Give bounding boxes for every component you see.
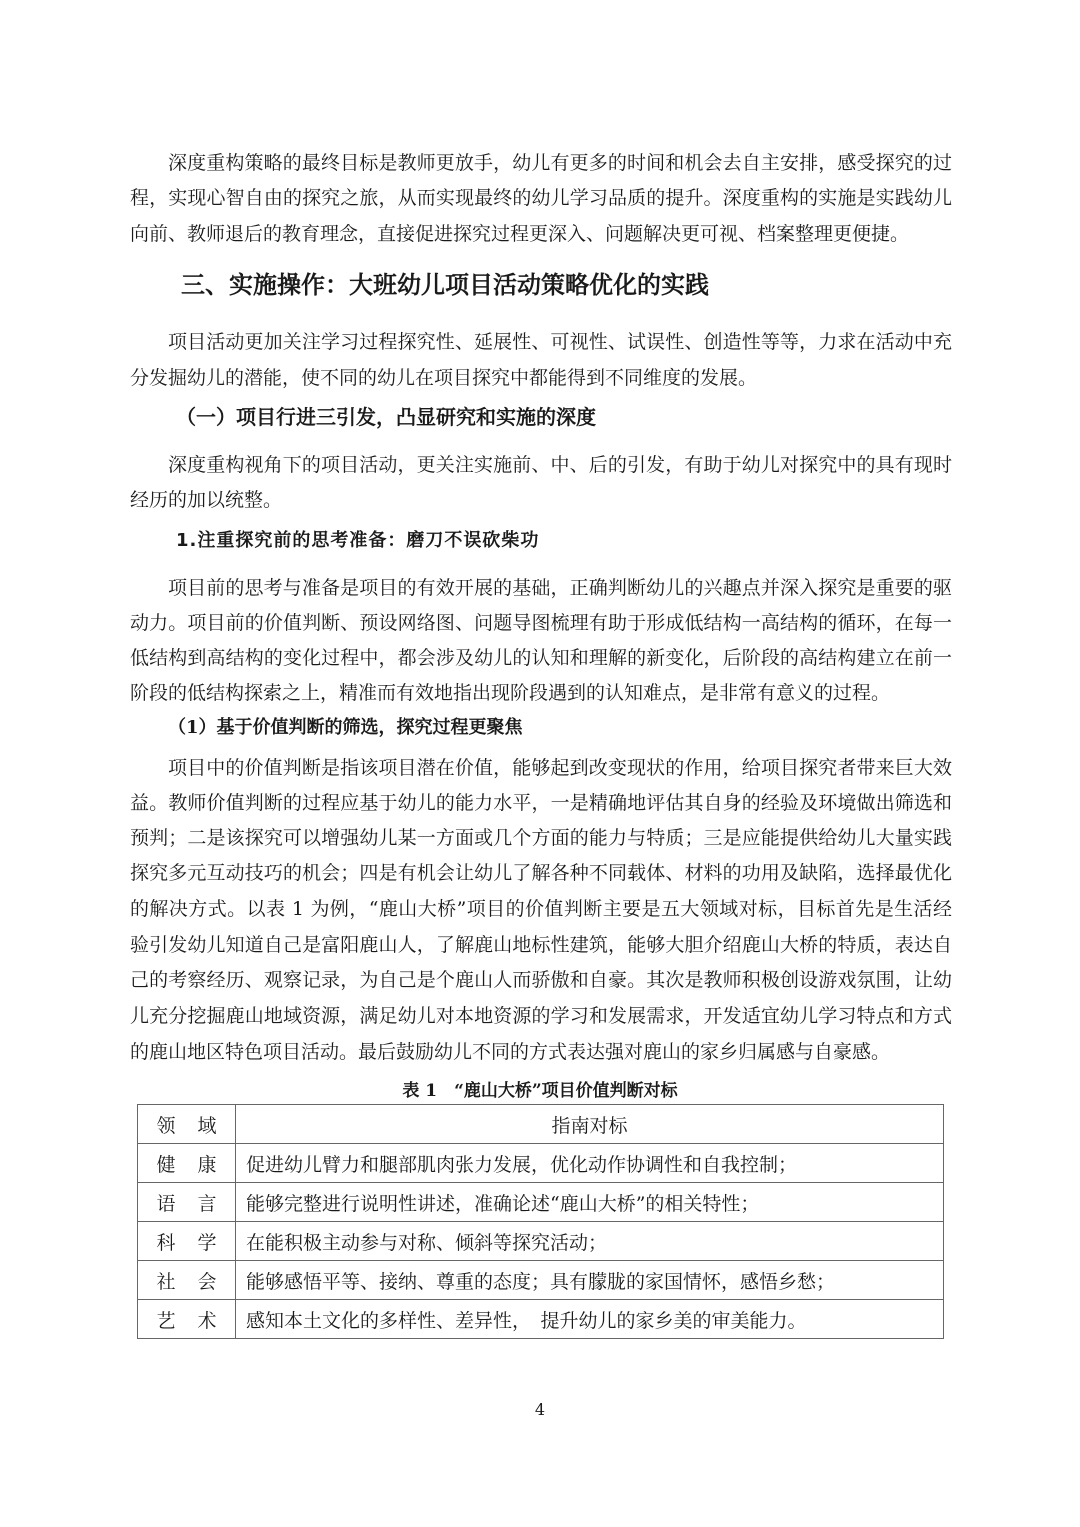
- page-number: 4: [534, 1400, 546, 1419]
- paragraph-line: 向前、教师退后的教育理念，直接促进探究过程更深入、问题解决更可视、档案整理更便捷。: [130, 223, 910, 245]
- table-row: [138, 1183, 944, 1222]
- paragraph-line: 分发掘幼儿的潜能，使不同的幼儿在项目探究中都能得到不同维度的发展。: [130, 367, 758, 389]
- table-row: [138, 1261, 944, 1300]
- domain-cell: 科学: [138, 1222, 236, 1261]
- value-judgment-table: [137, 1104, 944, 1339]
- sub-subsection-heading: 1.注重探究前的思考准备：磨刀不误砍柴功: [176, 530, 540, 551]
- table-header-cell: 领域: [138, 1105, 236, 1144]
- table-header-cell: 指南对标: [236, 1105, 944, 1144]
- guideline-cell: 能够感悟平等、接纳、尊重的态度；具有朦胧的家国情怀，感悟乡愁；: [236, 1261, 944, 1300]
- paragraph-line: 深度重构视角下的项目活动，更关注实施前、中、后的引发，有助于幼儿对探究中的具有现时: [168, 454, 952, 476]
- paragraph-line: 低结构到高结构的变化过程中，都会涉及幼儿的认知和理解的新变化，后阶段的高结构建立在前一: [130, 647, 952, 669]
- paragraph-line: 经历的加以统整。: [130, 489, 283, 511]
- paragraph-line: 程，实现心智自由的探究之旅，从而实现最终的幼儿学习品质的提升。深度重构的实施是实践幼儿: [130, 187, 952, 209]
- domain-cell: 健康: [138, 1144, 236, 1183]
- guideline-cell: 能够完整进行说明性讲述，准确论述“鹿山大桥”的相关特性；: [236, 1183, 944, 1222]
- guideline-cell: 感知本土文化的多样性、差异性， 提升幼儿的家乡美的审美能力。: [236, 1300, 944, 1339]
- table-row: [138, 1144, 944, 1183]
- paragraph-line: 探究多元互动技巧的机会；四是有机会让幼儿了解各种不同载体、材料的功用及缺陷，选择最优化: [130, 862, 952, 884]
- paragraph-line: 项目活动更加关注学习过程探究性、延展性、可视性、试误性、创造性等等，力求在活动中充: [168, 331, 952, 353]
- domain-cell: 艺术: [138, 1300, 236, 1339]
- guideline-cell: 在能积极主动参与对称、倾斜等探究活动；: [236, 1222, 944, 1261]
- paragraph-line: 的鹿山地区特色项目活动。最后鼓励幼儿不同的方式表达强对鹿山的家乡归属感与自豪感。: [130, 1041, 891, 1063]
- paragraph-line: 己的考察经历、观察记录，为自己是个鹿山人而骄傲和自豪。其次是教师积极创设游戏氛围，让幼: [130, 969, 952, 991]
- point-heading: （1）基于价值判断的筛选，探究过程更聚焦: [168, 717, 523, 738]
- paragraph-line: 验引发幼儿知道自己是富阳鹿山人，了解鹿山地标性建筑，能够大胆介绍鹿山大桥的特质，表达自: [130, 934, 952, 956]
- guideline-cell: 促进幼儿臂力和腿部肌肉张力发展，优化动作协调性和自我控制；: [236, 1144, 944, 1183]
- table-header-row: [138, 1105, 944, 1144]
- paragraph-line: 深度重构策略的最终目标是教师更放手，幼儿有更多的时间和机会去自主安排，感受探究的过: [168, 152, 952, 174]
- paragraph-line: 益。教师价值判断的过程应基于幼儿的能力水平，一是精确地评估其自身的经验及环境做出筛选和: [130, 792, 952, 814]
- table-caption: 表 1 “鹿山大桥”项目价值判断对标: [402, 1081, 678, 1101]
- subsection-heading: （一）项目行进三引发，凸显研究和实施的深度: [176, 405, 596, 429]
- paragraph-line: 预判；二是该探究可以增强幼儿某一方面或几个方面的能力与特质；三是应能提供给幼儿大量实践: [130, 827, 952, 849]
- table-row: [138, 1300, 944, 1339]
- paragraph-line: 的解决方式。以表 1 为例，“鹿山大桥”项目的价值判断主要是五大领域对标，目标首先是生活经: [130, 898, 952, 920]
- domain-cell: 社会: [138, 1261, 236, 1300]
- table-row: [138, 1222, 944, 1261]
- paragraph-line: 阶段的低结构探索之上，精准而有效地指出现阶段遇到的认知难点，是非常有意义的过程。: [130, 682, 891, 704]
- paragraph-line: 项目前的思考与准备是项目的有效开展的基础，正确判断幼儿的兴趣点并深入探究是重要的驱: [168, 577, 952, 599]
- paragraph-line: 动力。项目前的价值判断、预设网络图、问题导图梳理有助于形成低结构一高结构的循环，在每一: [130, 612, 952, 634]
- paragraph-line: 项目中的价值判断是指该项目潜在价值，能够起到改变现状的作用，给项目探究者带来巨大效: [168, 757, 952, 779]
- section-heading: 三、实施操作：大班幼儿项目活动策略优化的实践: [181, 271, 709, 299]
- domain-cell: 语言: [138, 1183, 236, 1222]
- paragraph-line: 儿充分挖掘鹿山地域资源，满足幼儿对本地资源的学习和发展需求，开发适宜幼儿学习特点和方式: [130, 1005, 952, 1027]
